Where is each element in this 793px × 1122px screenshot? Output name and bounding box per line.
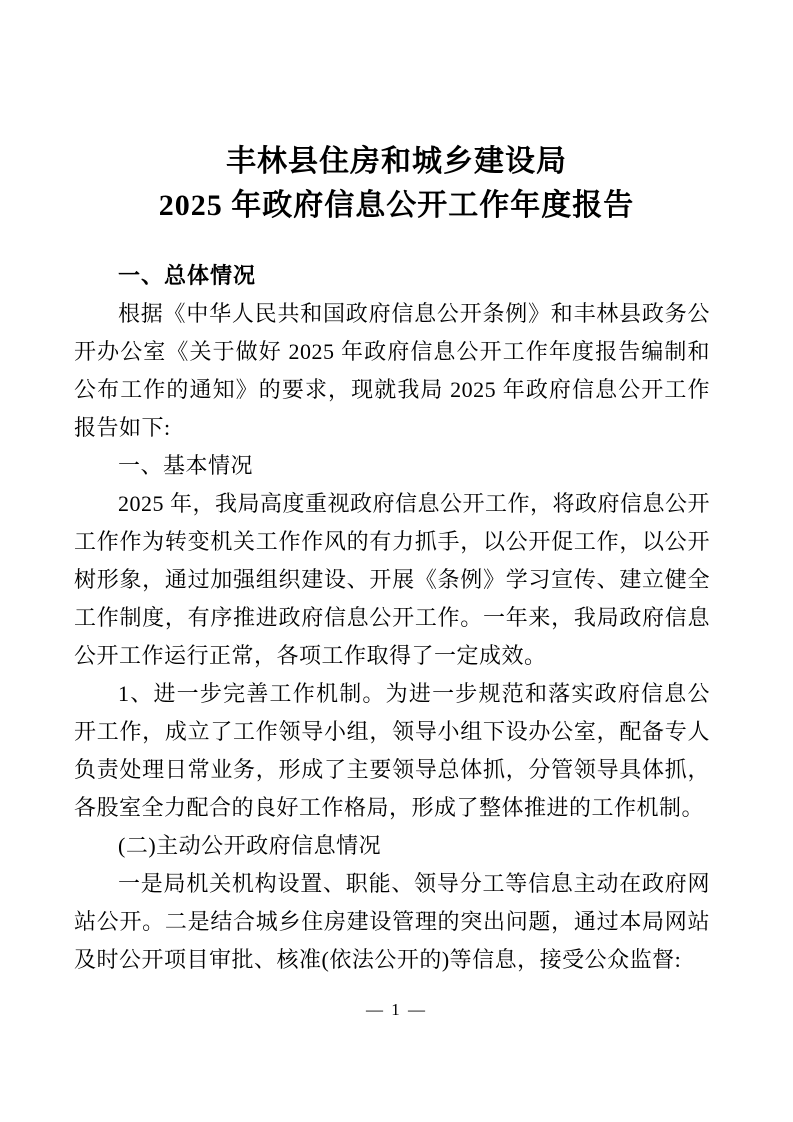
document-title-line1: 丰林县住房和城乡建设局 — [226, 145, 567, 178]
paragraph: 根据《中华人民共和国政府信息公开条例》和丰林县政务公开办公室《关于做好 2025 年政府信息公开工作年度报告编制和公布工作的通知》的要求，现就我局 2025 年政府信息公开工作报告如下: — [74, 301, 710, 440]
paragraph-subheading: 一、基本情况 — [118, 453, 254, 478]
paragraph-subheading: (二)主动公开政府信息情况 — [118, 833, 382, 858]
paragraph: 2025 年，我局高度重视政府信息公开工作，将政府信息公开工作作为转变机关工作作风的有力抓手，以公开促工作，以公开树形象，通过加强组织建设、开展《条例》学习宣传、建立健全工作制度，有序推进政府信息公开工作。一年来，我局政府信息公开工作运行正常，各项工作取得了一定成效。 — [74, 491, 711, 668]
paragraph: 1、进一步完善工作机制。为进一步规范和落实政府信息公开工作，成立了工作领导小组，领导小组下设办公室，配备专人负责处理日常业务，形成了主要领导总体抓，分管领导具体抓，各股室全力配合的良好工作格局，形成了整体推进的工作机制。 — [74, 681, 710, 820]
document-title-line2: 2025 年政府信息公开工作年度报告 — [158, 189, 635, 222]
paragraph-block — [74, 295, 710, 979]
document-title — [60, 140, 733, 228]
section-heading: 一、总体情况 — [118, 263, 257, 288]
document-body — [74, 257, 710, 979]
paragraph: 一是局机关机构设置、职能、领导分工等信息主动在政府网站公开。二是结合城乡住房建设管理的突出问题，通过本局网站及时公开项目审批、核准(依法公开的)等信息，接受公众监督: — [74, 871, 710, 972]
page-number-footer: — 1 — — [366, 1000, 427, 1019]
